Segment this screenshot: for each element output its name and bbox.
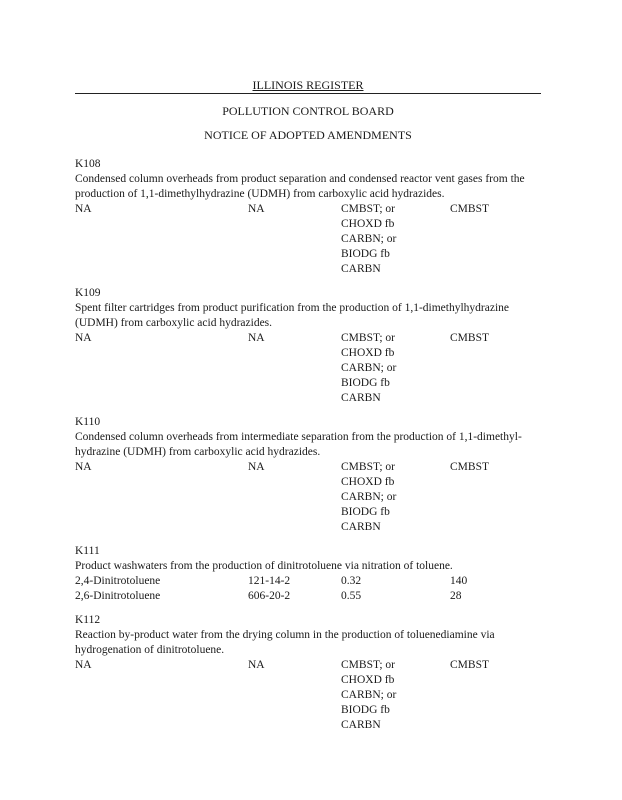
table-row — [75, 331, 545, 346]
waste-code: K109 — [75, 287, 101, 299]
constituent-cell: NA — [75, 332, 92, 344]
waste-description: Reaction by-product water from the drying column in the production of toluenediamine via hydrogenation of dinitrotoluene. — [75, 629, 495, 656]
standard-continuation — [75, 673, 545, 688]
nonwastewater-standard-cell: 140 — [450, 575, 468, 587]
standard-continuation — [75, 703, 545, 718]
waste-entry-k111 — [75, 544, 545, 604]
wastewater-standard-cell: CMBST; or — [341, 203, 396, 215]
constituent-cell: NA — [75, 203, 92, 215]
standard-line: CARBN; or — [341, 362, 397, 374]
register-title: ILLINOIS REGISTER — [252, 78, 364, 92]
waste-description: Spent filter cartridges from product purification from the production of 1,1-dimethylhydrazine (UDMH) from carboxylic acid hydrazides. — [75, 302, 509, 329]
standard-line: BIODG fb — [341, 248, 390, 260]
wastewater-standard-cell: CMBST; or — [341, 659, 396, 671]
waste-code: K108 — [75, 158, 101, 170]
standard-line: CARBN — [341, 521, 381, 533]
register-header — [75, 78, 541, 93]
standards-rows — [75, 331, 545, 406]
standard-continuation — [75, 688, 545, 703]
waste-code: K110 — [75, 416, 101, 428]
nonwastewater-standard-cell: CMBST — [450, 461, 489, 473]
table-row — [75, 460, 545, 475]
header-divider — [75, 93, 541, 94]
wastewater-standard-cell: 0.55 — [341, 590, 362, 602]
standard-line: BIODG fb — [341, 704, 390, 716]
standard-continuation — [75, 475, 545, 490]
nonwastewater-standard-cell: 28 — [450, 590, 462, 602]
standard-line: CHOXD fb — [341, 476, 395, 488]
standard-continuation — [75, 217, 545, 232]
standard-continuation — [75, 718, 545, 733]
waste-entry-k109 — [75, 286, 545, 406]
table-row — [75, 574, 545, 589]
waste-entry-k112 — [75, 613, 545, 733]
wastewater-standard-cell: CMBST; or — [341, 461, 396, 473]
nonwastewater-standard-cell: CMBST — [450, 332, 489, 344]
standard-continuation — [75, 361, 545, 376]
cas-number-cell: 606-20-2 — [248, 590, 291, 602]
standard-continuation — [75, 232, 545, 247]
board-name: POLLUTION CONTROL BOARD — [222, 104, 394, 118]
standard-line: CARBN — [341, 719, 381, 731]
cas-number-cell: 121-14-2 — [248, 575, 291, 587]
standard-continuation — [75, 490, 545, 505]
standard-continuation — [75, 520, 545, 535]
waste-entry-k108 — [75, 157, 545, 277]
standards-rows — [75, 202, 545, 277]
standard-line: CARBN; or — [341, 689, 397, 701]
wastewater-standard-cell: CMBST; or — [341, 332, 396, 344]
standard-continuation — [75, 505, 545, 520]
constituent-cell: 2,4-Dinitrotoluene — [75, 575, 161, 587]
standard-continuation — [75, 376, 545, 391]
standards-rows — [75, 658, 545, 733]
waste-description: Product washwaters from the production of dinitrotoluene via nitration of toluene. — [75, 560, 453, 572]
table-row — [75, 589, 545, 604]
cas-number-cell: NA — [248, 659, 265, 671]
constituent-cell: NA — [75, 461, 92, 473]
standards-rows — [75, 460, 545, 535]
notice-title: NOTICE OF ADOPTED AMENDMENTS — [204, 128, 412, 142]
waste-description: Condensed column overheads from intermediate separation from the production of 1,1-dimethyl-hydrazine (UDMH) from carboxylic acid hydrazides. — [75, 431, 522, 458]
cas-number-cell: NA — [248, 461, 265, 473]
standard-line: BIODG fb — [341, 377, 390, 389]
standards-rows — [75, 574, 545, 604]
standard-line: BIODG fb — [341, 506, 390, 518]
cas-number-cell: NA — [248, 332, 265, 344]
waste-entry-k110 — [75, 415, 545, 535]
standard-line: CARBN — [341, 392, 381, 404]
nonwastewater-standard-cell: CMBST — [450, 203, 489, 215]
waste-code: K112 — [75, 614, 101, 626]
table-row — [75, 202, 545, 217]
wastewater-standard-cell: 0.32 — [341, 575, 362, 587]
standard-continuation — [75, 247, 545, 262]
nonwastewater-standard-cell: CMBST — [450, 659, 489, 671]
standard-continuation — [75, 346, 545, 361]
waste-code: K111 — [75, 545, 100, 557]
standard-continuation — [75, 391, 545, 406]
cas-number-cell: NA — [248, 203, 265, 215]
table-row — [75, 658, 545, 673]
standard-line: CARBN — [341, 263, 381, 275]
waste-code-list — [75, 157, 545, 742]
constituent-cell: 2,6-Dinitrotoluene — [75, 590, 161, 602]
standard-line: CARBN; or — [341, 233, 397, 245]
standard-line: CARBN; or — [341, 491, 397, 503]
standard-continuation — [75, 262, 545, 277]
standard-line: CHOXD fb — [341, 218, 395, 230]
waste-description: Condensed column overheads from product separation and condensed reactor vent gases from the production of 1,1-dimethylhydrazine (UDMH) from carboxylic acid hydrazides. — [75, 173, 525, 200]
standard-line: CHOXD fb — [341, 347, 395, 359]
constituent-cell: NA — [75, 659, 92, 671]
standard-line: CHOXD fb — [341, 674, 395, 686]
